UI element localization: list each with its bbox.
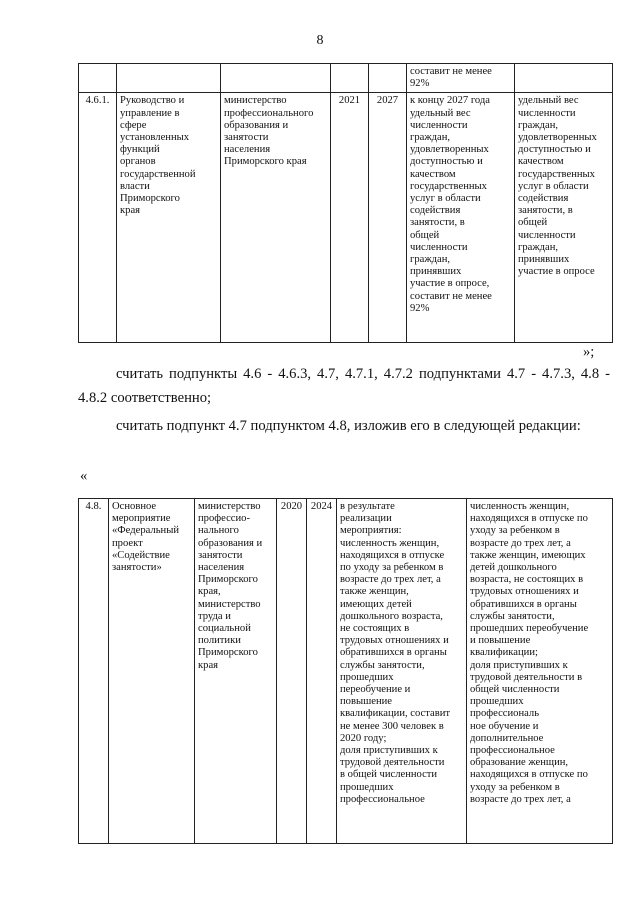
cell-code: 4.6.1. — [79, 93, 117, 343]
cell-indicator: удельный вес численности граждан, удовлетворенных доступностью и качеством государственных услуг в области содействия занятости, в общей численности граждан, принявших участие в опросе — [515, 93, 613, 343]
cell-start-year: 2020 — [277, 499, 307, 844]
cell-name: Основное мероприятие «Федеральный проект «Содействие занятости» — [109, 499, 195, 844]
cell-result: к концу 2027 года удельный вес численности граждан, удовлетворенных доступностью и качеством государственных услуг в области содействия занятости, в общей численности граждан, принявших участие в опросе, составит не менее 92% — [407, 93, 515, 343]
cell-code: 4.8. — [79, 499, 109, 844]
closing-quote: »; — [583, 344, 595, 360]
cell-executor: министерство профессионального образования и занятости населения Приморского края — [221, 93, 331, 343]
table-row — [79, 64, 613, 93]
table-row — [79, 499, 613, 844]
cell-start-year: 2021 — [331, 93, 369, 343]
measures-table-continued — [78, 63, 613, 343]
cell-end-year: 2027 — [369, 93, 407, 343]
cell-result: составит не менее 92% — [407, 64, 515, 93]
cell-name: Руководство и управление в сфере установленных функций органов государственной власти Приморского края — [117, 93, 221, 343]
table-row — [79, 93, 613, 343]
cell-executor — [221, 64, 331, 93]
paragraph-renumber: считать подпункты 4.6 - 4.6.3, 4.7, 4.7.1, 4.7.2 подпунктами 4.7 - 4.7.3, 4.8 - 4.8.2 соответственно; — [78, 366, 610, 406]
opening-quote: « — [80, 468, 88, 484]
cell-result: в результате реализации мероприятия: численность женщин, находящихся в отпуске по уходу за ребенком в возрасте до трех лет, а также женщин, имеющих детей дошкольного возраста, не состоящих в трудовых отношениях и обратившихся в органы службы занятости, прошедших переобучение и повышение квалификации, составит не менее 300 человек в 2020 году; доля приступивших к трудовой деятельности в общей численности прошедших профессиональное — [337, 499, 467, 844]
cell-name — [117, 64, 221, 93]
cell-end-year — [369, 64, 407, 93]
cell-indicator: численность женщин, находящихся в отпуске по уходу за ребенком в возрасте до трех лет, а также женщин, имеющих детей дошкольного возраста, не состоящих в трудовых отношениях и обратившихся в органы службы занятости, прошедших переобучение и повышение квалификации; доля приступивших к трудовой деятельности в общей численности прошедших профессиональ ное обучение и дополнительное профессиональное образование женщин, находящихся в отпуске по уходу за ребенком в возрасте до трех лет, а — [467, 499, 613, 844]
cell-indicator — [515, 64, 613, 93]
cell-end-year: 2024 — [307, 499, 337, 844]
page-number: 8 — [316, 33, 324, 48]
measures-table-new — [78, 498, 613, 844]
paragraph-new-edition: считать подпункт 4.7 подпунктом 4.8, изложив его в следующей редакции: — [116, 418, 581, 434]
cell-executor: министерство профессио- нального образования и занятости населения Приморского края, министерство труда и социальной политики Приморского края — [195, 499, 277, 844]
cell-start-year — [331, 64, 369, 93]
cell-code — [79, 64, 117, 93]
